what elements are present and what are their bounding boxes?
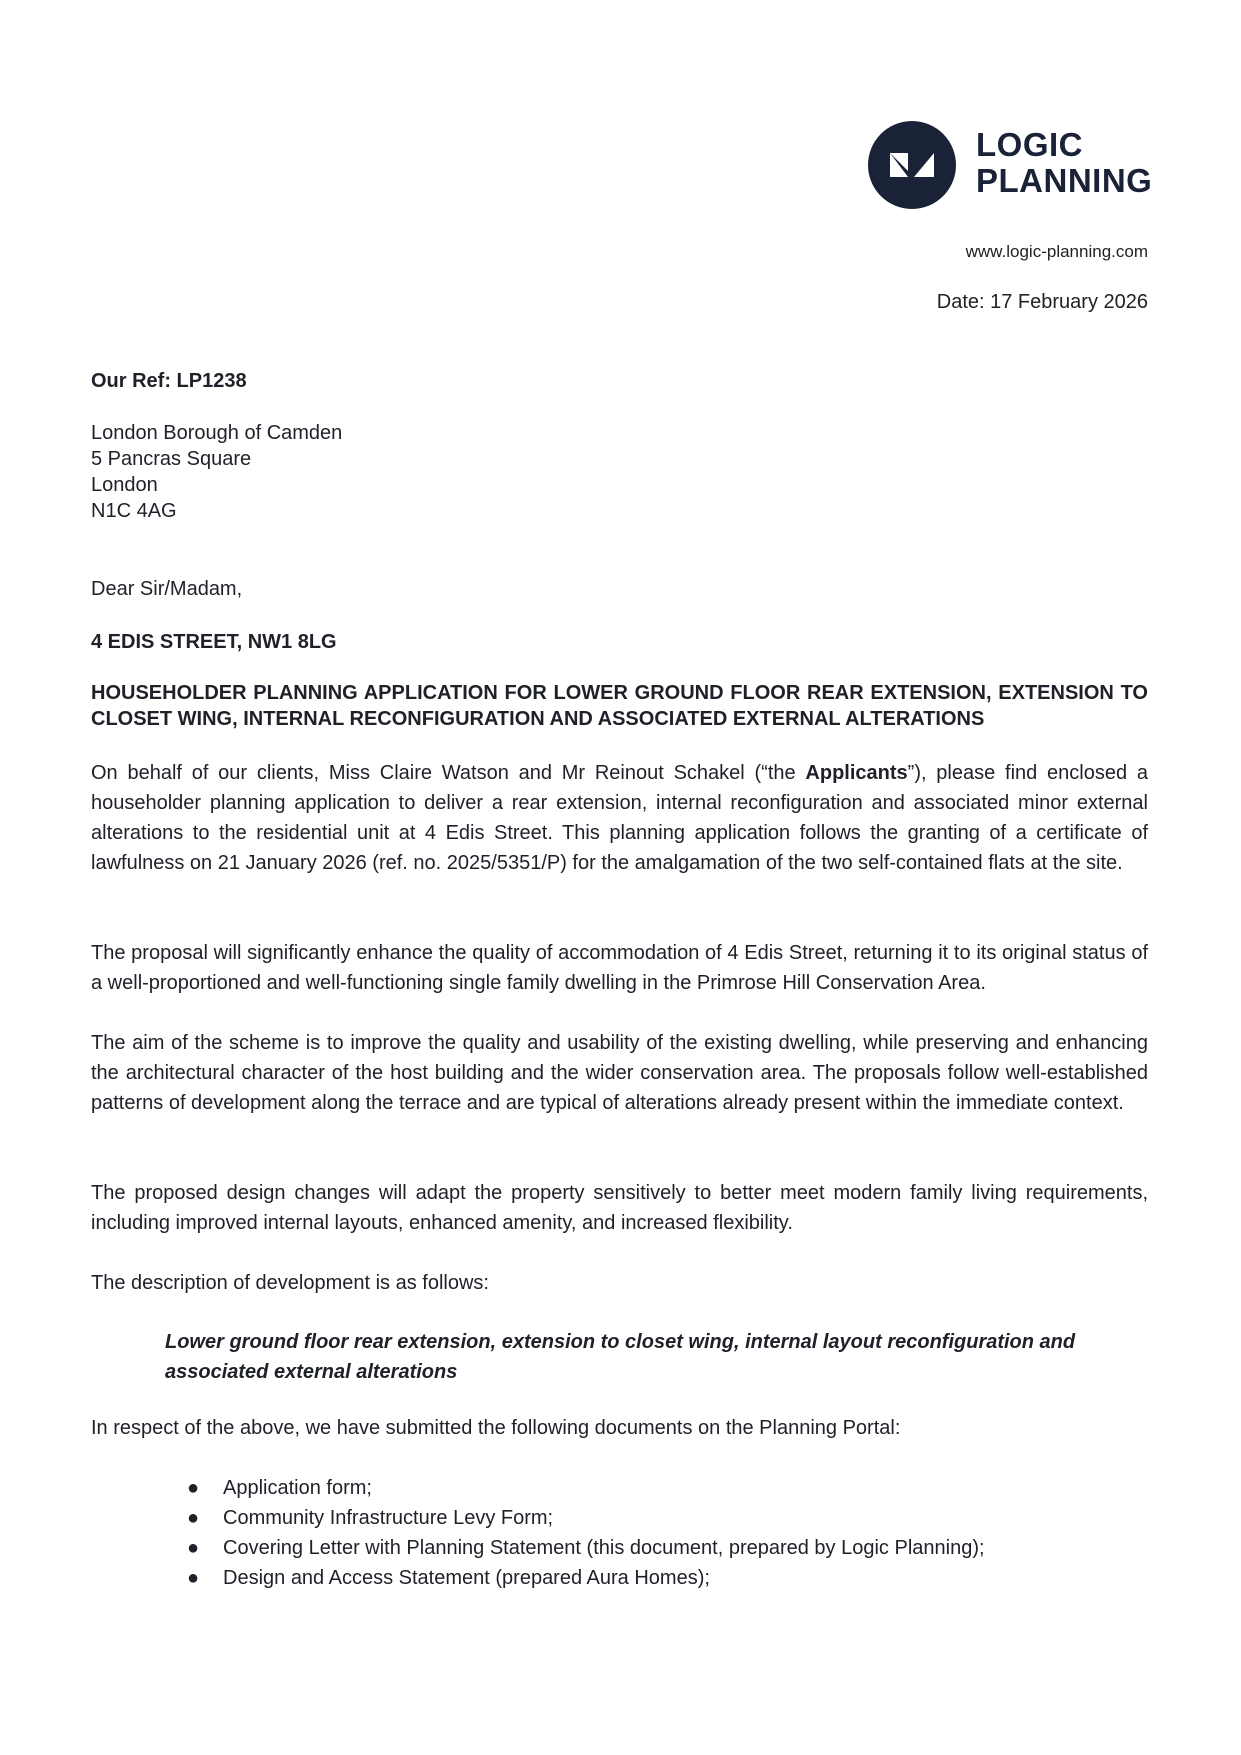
bullet-icon: ● [187, 1567, 200, 1589]
paragraph-documents-intro: In respect of the above, we have submitted the following documents on the Planning Portal: [91, 1417, 901, 1439]
paragraph-aim: The aim of the scheme is to improve the quality and usability of the existing dwelling, while preserving and enhancing the architectural character of the host building and the wider conservation area. The proposals follow well-established patterns of development along the terrace and are typical of alterations already present within the immediate context. [91, 1032, 1148, 1114]
logo-line-2: PLANNING [976, 162, 1153, 199]
document-name: Community Infrastructure Levy Form; [223, 1507, 554, 1529]
list-item [187, 1503, 985, 1533]
letter-date: Date: 17 February 2026 [936, 291, 1148, 313]
list-item [187, 1533, 985, 1563]
documents-list [187, 1473, 985, 1593]
paragraph-intro-start: On behalf of our clients, Miss Claire Watson and Mr Reinout Schakel (“the [91, 762, 806, 784]
salutation: Dear Sir/Madam, [91, 578, 243, 600]
our-reference: Our Ref: LP1238 [91, 370, 247, 392]
address-line: London Borough of Camden [91, 422, 343, 444]
site-heading: 4 EDIS STREET, NW1 8LG [91, 631, 337, 653]
applicants-term: Applicants [805, 762, 908, 784]
recipient-address [91, 420, 1148, 524]
document-name: Design and Access Statement (prepared Aura Homes); [223, 1567, 710, 1589]
document-name: Covering Letter with Planning Statement (this document, prepared by Logic Planning); [223, 1537, 985, 1559]
address-line: London [91, 474, 158, 496]
list-item [187, 1563, 985, 1593]
logo-wordmark [976, 127, 1152, 199]
paragraph-intro-end: ”), please find enclosed a householder planning application to deliver a rear extension, internal reconfiguration and associated minor external alterations to the residential unit at 4 Edis Street. This planning application follows the granting of a certificate of lawfulness on 21 January 2026 (ref. no. 2025/5351/P) for the amalgamation of the two self-contained flats at the site. [91, 762, 1149, 874]
bullet-icon: ● [187, 1537, 200, 1559]
bullet-icon: ● [187, 1477, 200, 1499]
paragraph-proposal: The proposal will significantly enhance the quality of accommodation of 4 Edis Street, returning it to its original status of a well-proportioned and well-functioning single family dwelling in the Primrose Hill Conservation Area. [91, 942, 1148, 994]
paragraph-description-intro: The description of development is as follows: [91, 1272, 489, 1294]
document-name: Application form; [223, 1477, 372, 1499]
company-logo [868, 121, 1153, 211]
address-line: 5 Pancras Square [91, 448, 252, 470]
paragraph-intro [91, 758, 1148, 878]
website-link[interactable]: www.logic-planning.com [965, 242, 1148, 261]
application-heading: HOUSEHOLDER PLANNING APPLICATION FOR LOWER GROUND FLOOR REAR EXTENSION, EXTENSION TO CLOSET WING, INTERNAL RECONFIGURATION AND ASSOCIATED EXTERNAL ALTERATIONS [91, 682, 1148, 730]
logic-planning-logo-icon [868, 121, 956, 209]
paragraph-design-changes: The proposed design changes will adapt the property sensitively to better meet modern family living requirements, including improved internal layouts, enhanced amenity, and increased flexibility. [91, 1182, 1148, 1234]
bullet-icon: ● [187, 1507, 200, 1529]
logo-line-1: LOGIC [976, 126, 1083, 163]
list-item [187, 1473, 985, 1503]
development-description: Lower ground floor rear extension, extension to closet wing, internal layout reconfiguration and associated external alterations [165, 1331, 1076, 1383]
address-line: N1C 4AG [91, 500, 177, 522]
